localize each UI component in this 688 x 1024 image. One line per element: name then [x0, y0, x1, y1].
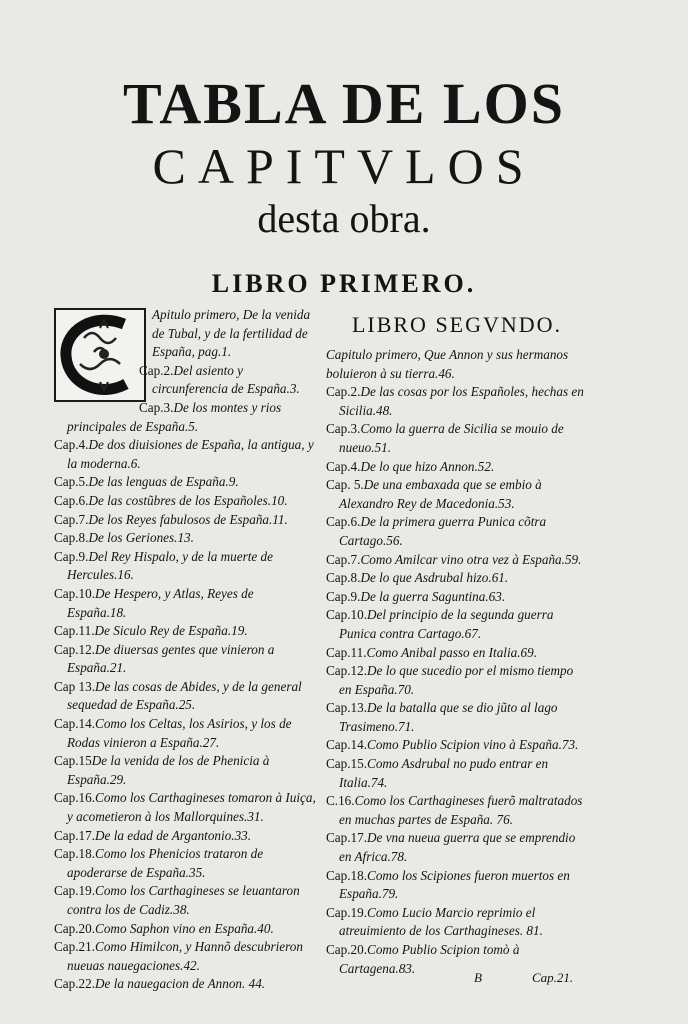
chapter-title: Como Amilcar vino otra vez à España.59.	[360, 551, 582, 567]
chapter-title: De la guerra Saguntina.63.	[360, 588, 506, 604]
chapter-number: Cap 13.	[54, 678, 96, 694]
toc-entry	[54, 622, 316, 641]
chapter-number: Cap.18.	[54, 846, 96, 862]
toc-entry	[54, 492, 316, 511]
chapter-number: Cap.14.	[326, 737, 368, 753]
toc-entry	[326, 476, 588, 513]
toc-entry	[326, 569, 588, 588]
chapter-number: Cap.8.	[54, 530, 89, 546]
toc-entry	[326, 829, 588, 866]
chapter-number: Cap.9.	[326, 588, 361, 604]
chapter-title: Apitulo primero, De la venida de Tubal, y de la fertilidad de España, pag.1.	[152, 307, 311, 360]
toc-entry	[54, 529, 316, 548]
chapter-number: Cap.4.	[326, 458, 361, 474]
toc-entry	[326, 644, 588, 663]
page-title-line3: desta obra.	[257, 196, 431, 241]
chapter-number: Cap.12.	[54, 641, 96, 657]
chapter-title: De dos diuisiones de España, la antigua, y la moderna.6.	[67, 437, 314, 471]
chapter-number: Cap.2.	[326, 384, 361, 400]
toc-entry	[326, 420, 588, 457]
chapter-number: Cap.17.	[326, 830, 368, 846]
chapter-number: Cap.16.	[54, 790, 96, 806]
chapter-title: De las cosas de Abides, y de la general sequedad de España.25.	[67, 678, 302, 713]
chapter-number: Cap.17.	[54, 827, 96, 843]
chapter-number: Cap.9.	[54, 548, 89, 564]
chapter-number: Cap.10.	[54, 585, 96, 601]
ornamental-initial-c-icon	[54, 308, 146, 402]
chapter-title: Del asiento y circunferencia de España.3.	[152, 362, 300, 397]
chapter-number: Cap.21.	[54, 939, 96, 955]
signature-mark: B	[474, 970, 482, 985]
chapter-number: Cap.3.	[326, 421, 361, 437]
toc-entry	[54, 548, 316, 585]
toc-entry	[54, 938, 316, 975]
chapter-number: Cap.19.	[54, 883, 96, 899]
chapter-number: Cap.20.	[326, 942, 368, 957]
chapter-title: Como Asdrubal no pudo entrar en Italia.74.	[339, 756, 549, 790]
chapter-number: Cap.7.	[326, 551, 361, 567]
chapter-title: De la nauegacion de Annon. 44.	[95, 976, 266, 992]
chapter-number: Cap.6.	[54, 492, 89, 508]
toc-entry	[326, 662, 588, 699]
chapter-title: De diuersas gentes que vinieron a España.21.	[67, 641, 275, 676]
right-column	[326, 306, 588, 978]
toc-entry	[54, 789, 316, 826]
chapter-title: De las lenguas de España.9.	[88, 474, 239, 490]
toc-entry	[326, 736, 588, 755]
chapter-number: C.16.	[326, 793, 355, 809]
chapter-title: De lo que hizo Annon.52.	[360, 458, 495, 474]
chapter-number: Cap.12.	[326, 663, 368, 679]
toc-entry	[326, 383, 588, 420]
page-title-line1: TABLA DE LOS	[123, 71, 565, 136]
toc-entry	[54, 715, 316, 752]
section-heading-libro-primero: LIBRO PRIMERO.	[211, 269, 477, 298]
chapter-number: Cap.11.	[54, 623, 95, 639]
chapter-title: Como Himilcon, y Hannõ descubrieron nueuas nauegaciones.42.	[67, 939, 303, 973]
chapter-number: Cap.18.	[326, 867, 368, 883]
chapter-title: De la primera guerra Punica cõtra Cartago.56.	[339, 514, 547, 548]
left-column	[54, 306, 316, 994]
chapter-number: Cap.19.	[326, 904, 368, 920]
chapter-title: De las cosas por los Españoles, hechas en Sicilia.48.	[339, 384, 584, 418]
chapter-number: Cap.8.	[326, 570, 361, 586]
chapter-title: Como Publio Scipion tomò à Cartagena.83.	[339, 942, 520, 976]
toc-entry	[54, 585, 316, 622]
toc-entry	[54, 511, 316, 530]
chapter-number: Cap.3.	[139, 399, 174, 415]
chapter-title: Como Anibal passo en Italia.69.	[366, 644, 538, 660]
chapter-title: Como los Celtas, los Asirios, y los de Rodas vinieron a España.27.	[67, 716, 292, 750]
chapter-title: Del Rey Hispalo, y de la muerte de Hercules.16.	[67, 548, 274, 583]
section-heading-libro-segundo: LIBRO SEGVNDO.	[351, 312, 563, 337]
chapter-title: De las costũbres de los Españoles.10.	[88, 492, 288, 508]
chapter-title: De Siculo Rey de España.19.	[94, 623, 248, 639]
toc-entry	[54, 845, 316, 882]
chapter-number: Cap.15.	[326, 756, 368, 772]
chapter-number: Cap.5.	[54, 474, 89, 490]
toc-entry	[326, 904, 588, 941]
toc-entry	[54, 641, 316, 678]
chapter-title: De la batalla que se dio jũto al lago Trasimeno.71.	[339, 700, 558, 734]
chapter-title: Como los Carthagineses tomaron à Iuiça, y acometieron à los Mallorquines.31.	[67, 790, 316, 825]
chapter-title: Del principio de la segunda guerra Punica contra Cartago.67.	[339, 607, 554, 641]
toc-entry	[54, 975, 316, 994]
chapter-title: De Hespero, y Atlas, Reyes de España.18.	[67, 585, 254, 620]
chapter-title: De vna nueua guerra que se emprendio en Africa.78.	[339, 830, 576, 865]
chapter-title: De la venida de los de Phenicia à España.29.	[67, 753, 270, 787]
chapter-number: Cap.4.	[54, 437, 89, 453]
toc-entry	[326, 792, 588, 829]
toc-entry	[54, 473, 316, 492]
chapter-number: Cap.2.	[139, 362, 174, 378]
toc-entry	[54, 436, 316, 473]
chapter-title: Como Publio Scipion vino à España.73.	[367, 737, 579, 753]
chapter-title: De los Reyes fabulosos de España.11.	[88, 511, 288, 527]
chapter-number: Cap.7.	[54, 511, 89, 527]
chapter-number: Cap. 5.	[326, 477, 364, 493]
chapter-title: Capitulo primero, Que Annon y sus hermanos boluieron à su tierra.46.	[326, 347, 569, 381]
toc-entry	[326, 755, 588, 792]
right-entry-list	[326, 346, 588, 978]
chapter-number: Cap.6.	[326, 514, 361, 530]
chapter-title: De los Geriones.13.	[88, 530, 194, 546]
chapter-title: De los montes y rios principales de España.5.	[67, 399, 282, 434]
toc-entry	[326, 346, 588, 383]
chapter-number: Cap.14.	[54, 716, 96, 732]
chapter-title: Como los Carthagineses fuerõ maltratados en muchas partes de España. 76.	[339, 793, 583, 827]
left-entry-list	[54, 306, 316, 994]
chapter-number: Cap.11.	[326, 644, 367, 660]
toc-entry	[54, 678, 316, 715]
chapter-title: De lo que Asdrubal hizo.61.	[360, 570, 509, 586]
toc-entry	[326, 551, 588, 570]
toc-entry	[326, 588, 588, 607]
chapter-title: Como Lucio Marcio reprimio el atreuimiento de los Carthagineses. 81.	[339, 904, 543, 939]
chapter-title: De una embaxada que se embio à Alexandro Rey de Macedonia.53.	[339, 477, 542, 511]
toc-entry	[326, 699, 588, 736]
toc-entry	[54, 399, 316, 436]
chapter-title: Como la guerra de Sicilia se mouio de nueuo.51.	[339, 421, 564, 455]
chapter-number: Cap.15	[54, 753, 92, 769]
catchword: Cap.21.	[532, 970, 574, 985]
toc-entry	[54, 827, 316, 846]
chapter-number: Cap.22.	[54, 976, 96, 992]
toc-entry	[54, 920, 316, 939]
chapter-title: De la edad de Argantonio.33.	[95, 827, 252, 843]
chapter-title: Como Saphon vino en España.40.	[95, 920, 274, 936]
chapter-title: Como los Phenicios trataron de apoderarse de España.35.	[67, 846, 264, 880]
chapter-title: De lo que sucedio por el mismo tiempo en España.70.	[339, 663, 574, 697]
chapter-title: Como los Carthagineses se leuantaron contra los de Cadiz.38.	[67, 883, 300, 917]
chapter-number: Cap.10.	[326, 607, 368, 623]
chapter-number: Cap.13.	[326, 700, 368, 716]
page-title-line2: CAPITVLOS	[152, 138, 536, 194]
toc-entry	[54, 752, 316, 789]
toc-entry	[326, 606, 588, 643]
toc-entry	[326, 867, 588, 904]
chapter-title: Como los Scipiones fueron muertos en España.79.	[339, 867, 570, 902]
toc-entry	[54, 882, 316, 919]
toc-entry	[326, 458, 588, 477]
toc-entry	[326, 513, 588, 550]
chapter-number: Cap.20.	[54, 920, 96, 936]
